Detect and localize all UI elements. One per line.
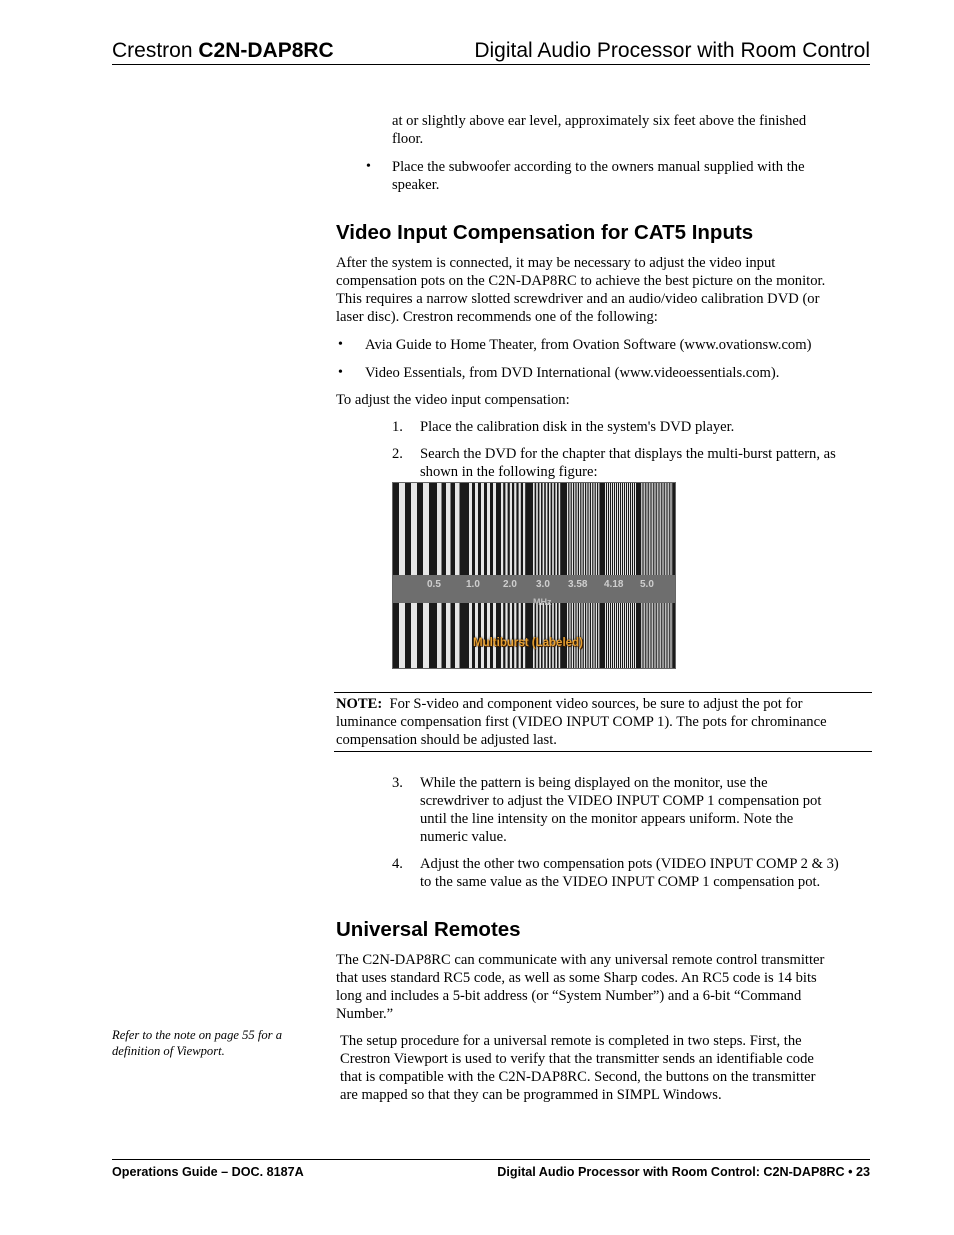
step-number: 3. — [392, 775, 403, 791]
text-line: screwdriver to adjust the VIDEO INPUT COMP 1 compensation pot — [420, 793, 822, 809]
text-line: The C2N-DAP8RC can communicate with any universal remote control transmitter — [336, 952, 825, 968]
page-footer — [112, 1159, 870, 1182]
text-line: Refer to the note on page 55 for a — [112, 1028, 282, 1042]
section2-paragraph — [336, 951, 824, 1023]
page-number: 23 — [855, 1165, 870, 1179]
text-line: shown in the following figure: — [420, 464, 598, 480]
bullet-icon: • — [338, 337, 343, 352]
note-text — [336, 695, 870, 749]
text-line: Number.” — [336, 1006, 394, 1022]
bullet-item: Video Essentials, from DVD International (www.videoessentials.com). — [365, 365, 780, 381]
section-heading-video: Video Input Compensation for CAT5 Inputs — [336, 221, 754, 244]
text-line: until the line intensity on the monitor appears uniform. Note the — [420, 811, 794, 827]
figure-caption: Multiburst (Labeled) — [473, 637, 583, 649]
freq-label: 2.0 — [503, 579, 517, 590]
freq-label: 5.0 — [640, 579, 654, 590]
margin-note — [112, 1027, 312, 1059]
text-line: luminance compensation first (VIDEO INPUT COMP 1). The pots for chrominance — [336, 714, 827, 730]
step-number: 1. — [392, 419, 403, 435]
footer-bullet: • — [848, 1165, 853, 1179]
freq-label: 3.58 — [568, 579, 588, 590]
footer-doc: Operations Guide – DOC. 8187A — [112, 1165, 304, 1179]
intro-continuation — [392, 112, 806, 148]
freq-label: 4.18 — [604, 579, 624, 590]
header-brand: Crestron — [112, 39, 193, 62]
text-line: at or slightly above ear level, approximately six feet above the finished — [392, 113, 807, 129]
step-number: 2. — [392, 446, 403, 462]
text-line: that uses standard RC5 code, as well as some Sharp codes. An RC5 code is 14 bits — [336, 970, 817, 986]
bullet-item: Avia Guide to Home Theater, from Ovation Software (www.ovationsw.com) — [365, 337, 812, 353]
bullet-icon: • — [338, 365, 343, 380]
text-line: long and includes a 5-bit address (or “System Number”) and a 6-bit “Command — [336, 988, 802, 1004]
section-heading-remotes: Universal Remotes — [336, 918, 521, 941]
text-line: compensation should be adjusted last. — [336, 732, 557, 748]
text-line: numeric value. — [420, 829, 507, 845]
footer-title — [497, 1162, 870, 1182]
step-text — [420, 774, 821, 846]
section2-paragraph — [340, 1032, 815, 1104]
text-line: compensation pots on the C2N-DAP8RC to achieve the best picture on the monitor. — [336, 273, 826, 289]
text-line: Adjust the other two compensation pots (VIDEO INPUT COMP 2 & 3) — [420, 856, 839, 872]
text-line — [336, 695, 870, 713]
note-label: NOTE: — [336, 696, 383, 712]
note-line: For S-video and component video sources, be sure to adjust the pot for — [389, 696, 803, 712]
text-line: floor. — [392, 131, 424, 147]
text-line: Crestron Viewport is used to verify that the transmitter sends an identifiable code — [340, 1051, 814, 1067]
text-line: that is compatible with the C2N-DAP8RC. Second, the buttons on the transmitter — [340, 1069, 816, 1085]
bullet-icon: • — [366, 159, 371, 174]
steps-lead: To adjust the video input compensation: — [336, 392, 570, 408]
text-line: The setup procedure for a universal remote is completed in two steps. First, the — [340, 1033, 802, 1049]
step-text — [420, 855, 839, 891]
freq-label: 0.5 — [427, 579, 441, 590]
multiburst-figure — [392, 482, 676, 669]
text-line: speaker. — [392, 177, 440, 193]
text-line: After the system is connected, it may be necessary to adjust the video input — [336, 255, 776, 271]
header-model: C2N-DAP8RC — [198, 39, 334, 62]
unit-label: MHz — [533, 597, 552, 607]
text-line: Place the subwoofer according to the owners manual supplied with the — [392, 159, 805, 175]
text-line: are mapped so that they can be programmed in SIMPL Windows. — [340, 1087, 722, 1103]
footer-title-text: Digital Audio Processor with Room Control: C2N-DAP8RC — [497, 1165, 845, 1179]
section1-paragraph — [336, 254, 825, 326]
step-number: 4. — [392, 856, 403, 872]
text-line: Place the calibration disk in the system's DVD player. — [420, 419, 735, 435]
step-text — [420, 445, 836, 481]
header-title: Digital Audio Processor with Room Control — [474, 39, 870, 62]
text-line: This requires a narrow slotted screwdriver and an audio/video calibration DVD (or — [336, 291, 820, 307]
page-header — [112, 38, 870, 65]
step-text — [420, 418, 734, 436]
freq-label: 3.0 — [536, 579, 550, 590]
intro-bullet — [392, 158, 805, 194]
text-line: to the same value as the VIDEO INPUT COMP 1 compensation pot. — [420, 874, 821, 890]
header-product — [112, 38, 334, 64]
freq-label: 1.0 — [466, 579, 480, 590]
text-line: laser disc). Crestron recommends one of the following: — [336, 309, 658, 325]
text-line: definition of Viewport. — [112, 1044, 225, 1058]
text-line: While the pattern is being displayed on the monitor, use the — [420, 775, 768, 791]
text-line: Search the DVD for the chapter that displays the multi-burst pattern, as — [420, 446, 836, 462]
